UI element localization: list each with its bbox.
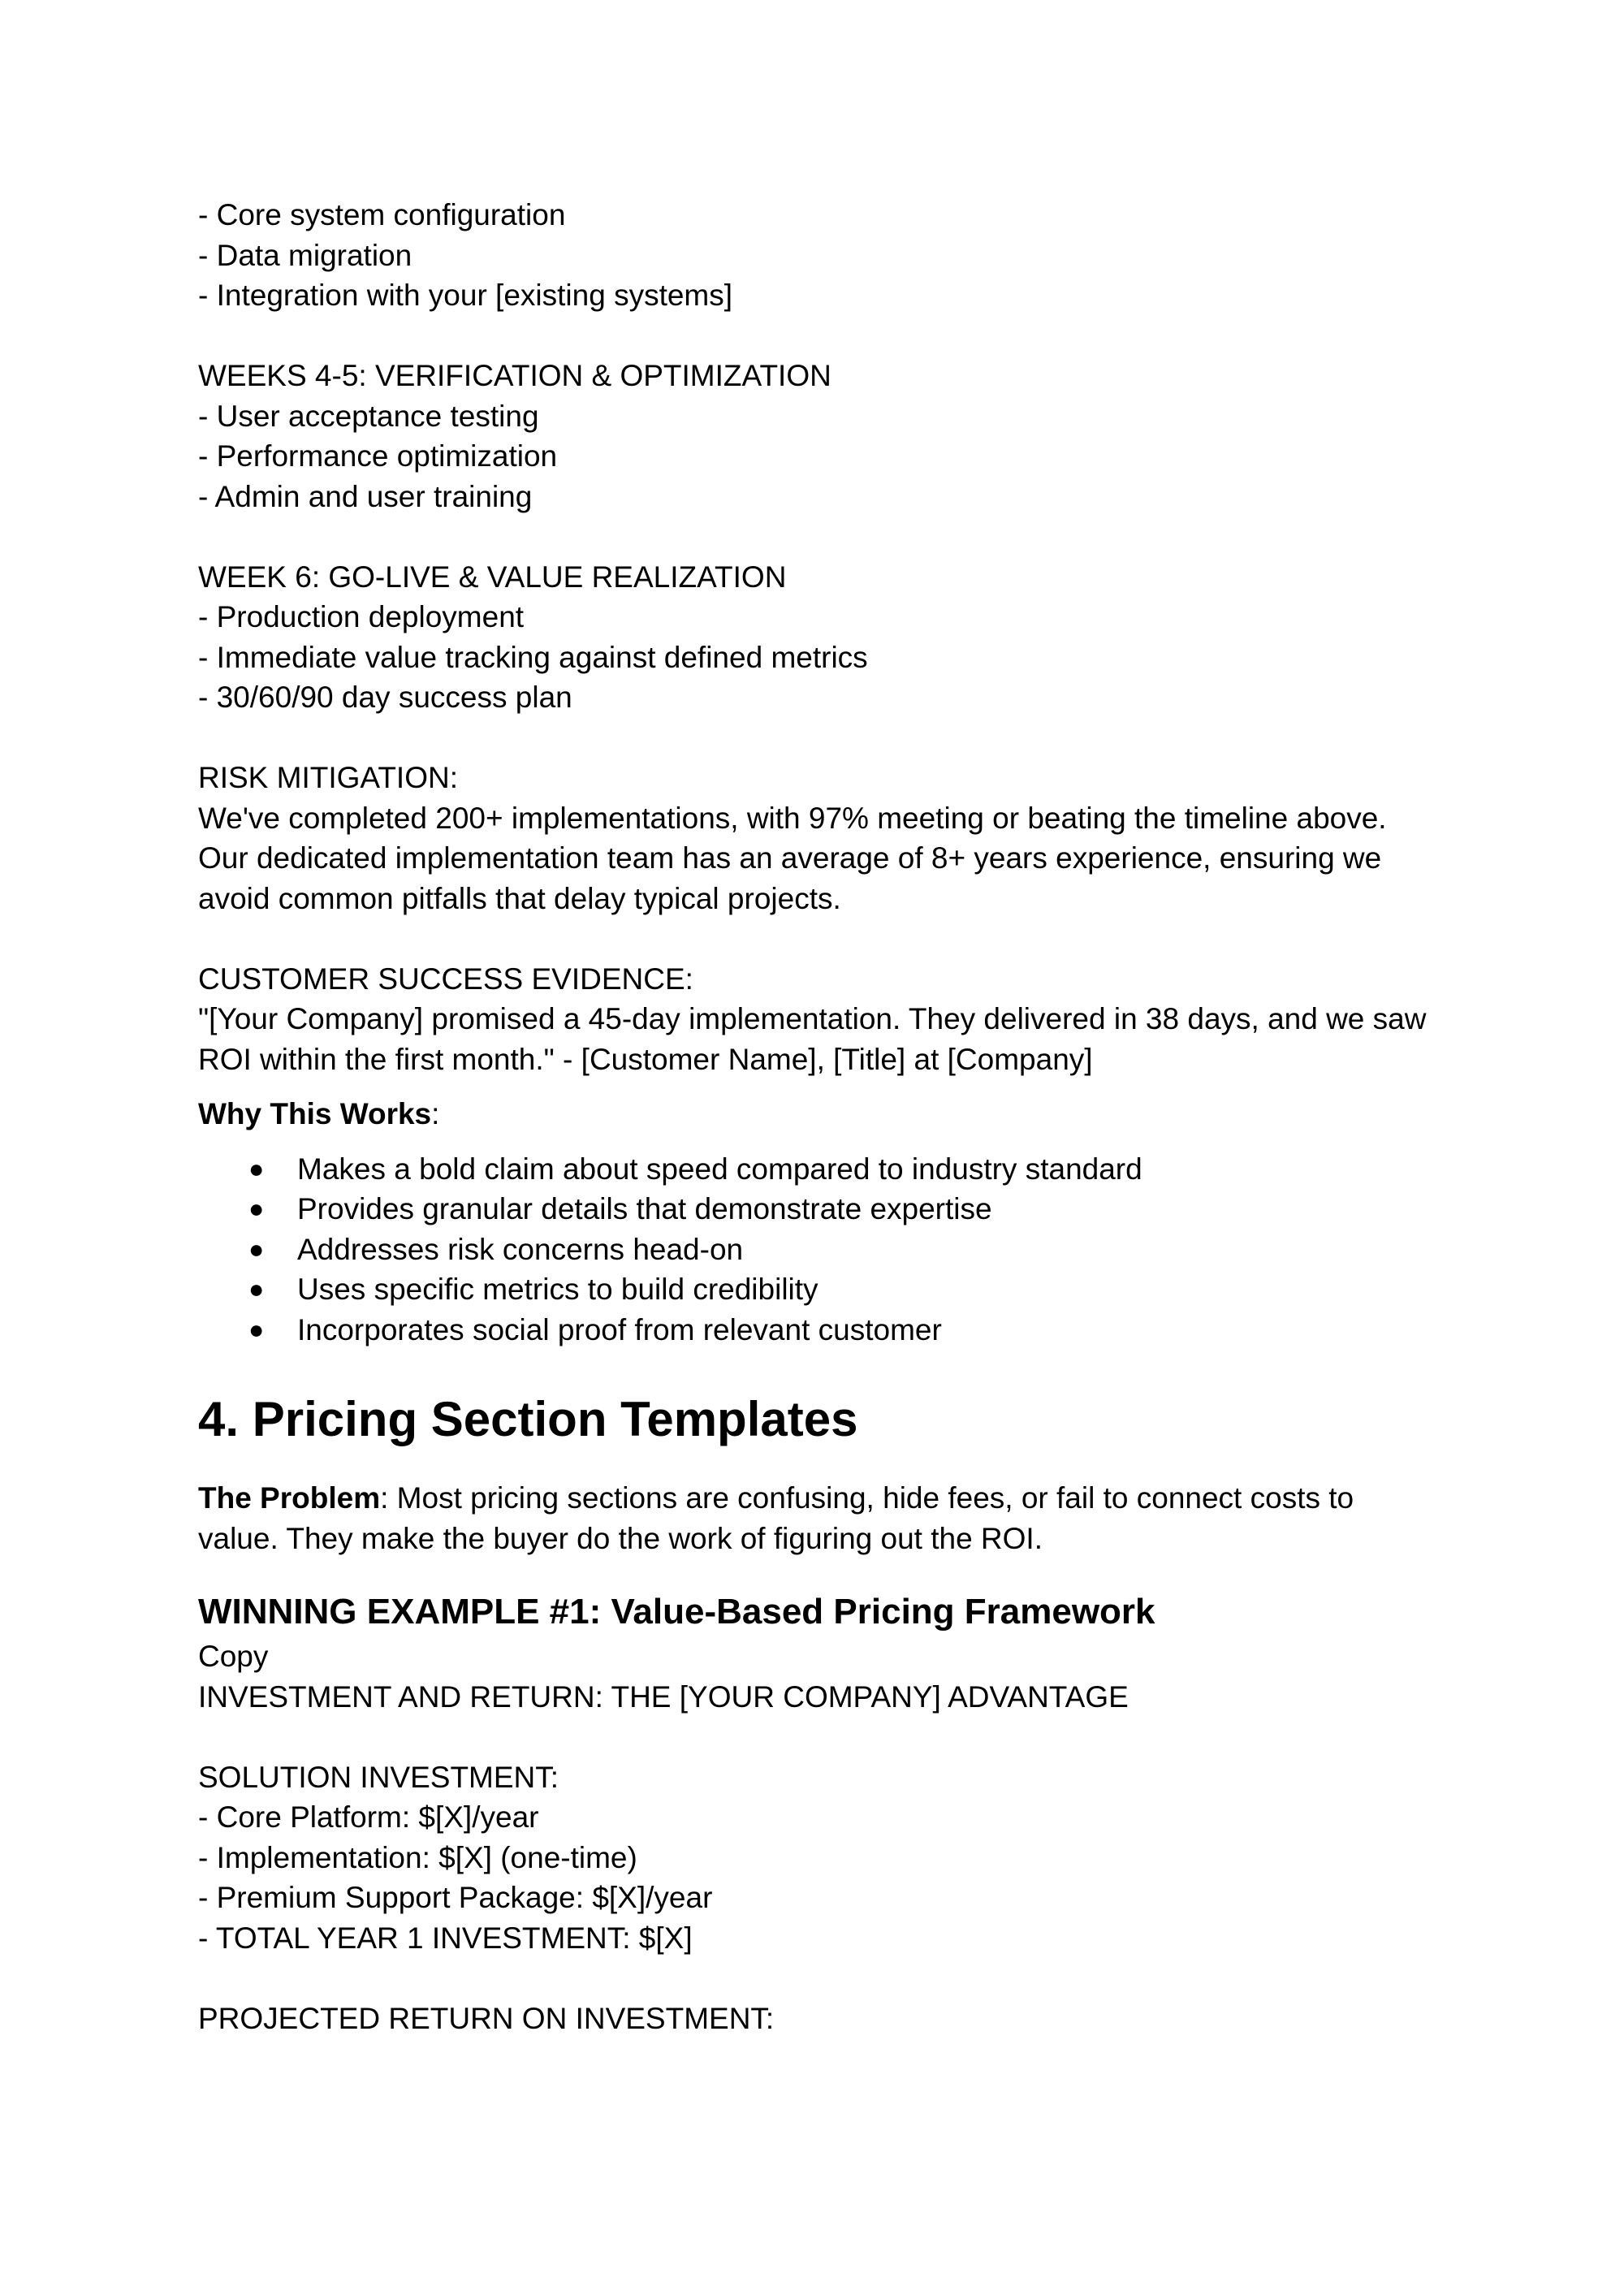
text-line: - 30/60/90 day success plan <box>198 681 572 714</box>
text-line: - Premium Support Package: $[X]/year <box>198 1881 713 1914</box>
text-line: "[Your Company] promised a 45-day implementation. They delivered in 38 days, and we saw <box>198 1002 1427 1035</box>
text-line: - User acceptance testing <box>198 399 539 433</box>
list-item <box>198 1149 1449 1190</box>
spacer <box>198 1958 1449 1999</box>
why-this-works-label: Why This Works <box>198 1097 432 1130</box>
why-this-works-suffix: : <box>431 1097 440 1130</box>
weeks-4-5-heading: WEEKS 4-5: VERIFICATION & OPTIMIZATION <box>198 359 831 392</box>
text-line: - Production deployment <box>198 600 525 633</box>
text-line: We've completed 200+ implementations, with 97% meeting or beating the timeline above. <box>198 801 1387 835</box>
spacer <box>198 1717 1449 1757</box>
spacer <box>198 918 1449 959</box>
example-block <box>198 1636 1449 2038</box>
text-line: - Core system configuration <box>198 198 566 231</box>
text-line: - Admin and user training <box>198 479 533 513</box>
example-headline: INVESTMENT AND RETURN: THE [YOUR COMPANY] ADVANTAGE <box>198 1679 1129 1714</box>
roi-heading: PROJECTED RETURN ON INVESTMENT: <box>198 2001 775 2035</box>
bullet-icon: ● <box>248 1274 265 1303</box>
text-line: - Performance optimization <box>198 439 558 473</box>
spacer <box>198 516 1449 557</box>
list-item <box>198 1269 1449 1310</box>
risk-mitigation-heading: RISK MITIGATION: <box>198 761 458 794</box>
list-item-text: Uses specific metrics to build credibility <box>297 1273 818 1306</box>
text-line: - Core Platform: $[X]/year <box>198 1800 539 1834</box>
why-this-works-list <box>198 1149 1449 1351</box>
example-heading: WINNING EXAMPLE #1: Value-Based Pricing Framework <box>198 1592 1155 1632</box>
spacer <box>198 316 1449 357</box>
customer-success-block <box>198 959 1449 1080</box>
text-line <box>198 1478 1449 1519</box>
bullet-icon: ● <box>248 1153 265 1183</box>
list-item-text: Makes a bold claim about speed compared to industry standard <box>297 1152 1142 1186</box>
list-item <box>198 1230 1449 1270</box>
text-line: - Immediate value tracking against defined metrics <box>198 640 868 674</box>
week-6-heading: WEEK 6: GO-LIVE & VALUE REALIZATION <box>198 560 787 594</box>
text-line: Our dedicated implementation team has an average of 8+ years experience, ensuring we <box>198 841 1382 875</box>
list-item-text: Provides granular details that demonstrate expertise <box>297 1192 992 1225</box>
text-line: value. They make the buyer do the work of figuring out the ROI. <box>198 1521 1043 1555</box>
document-page <box>198 195 1449 2038</box>
problem-paragraph <box>198 1478 1449 1558</box>
customer-success-heading: CUSTOMER SUCCESS EVIDENCE: <box>198 962 693 996</box>
list-item <box>198 1189 1449 1230</box>
section-heading: 4. Pricing Section Templates <box>198 1392 858 1446</box>
text-line: - Implementation: $[X] (one-time) <box>198 1840 637 1874</box>
problem-label: The Problem <box>198 1481 381 1515</box>
spacer <box>198 718 1449 759</box>
problem-text: : Most pricing sections are confusing, hide fees, or fail to connect costs to <box>380 1481 1354 1515</box>
why-this-works-paragraph <box>198 1094 1449 1135</box>
bullet-icon: ● <box>248 1234 265 1264</box>
text-line: avoid common pitfalls that delay typical projects. <box>198 881 841 915</box>
implementation-steps-block <box>198 195 1449 316</box>
list-item-text: Incorporates social proof from relevant customer <box>297 1312 942 1346</box>
text-line: - Integration with your [existing systems] <box>198 279 733 312</box>
text-line: ROI within the first month." - [Customer Name], [Title] at [Company] <box>198 1042 1093 1076</box>
week-6-block <box>198 557 1449 718</box>
list-item <box>198 1310 1449 1351</box>
text-line: - Data migration <box>198 238 412 272</box>
bullet-icon: ● <box>248 1194 265 1223</box>
risk-mitigation-block <box>198 758 1449 918</box>
investment-heading: SOLUTION INVESTMENT: <box>198 1760 559 1794</box>
text-line: - TOTAL YEAR 1 INVESTMENT: $[X] <box>198 1921 693 1955</box>
list-item-text: Addresses risk concerns head-on <box>297 1232 744 1266</box>
bullet-icon: ● <box>248 1314 265 1344</box>
weeks-4-5-block <box>198 356 1449 516</box>
copy-label: Copy <box>198 1640 269 1673</box>
